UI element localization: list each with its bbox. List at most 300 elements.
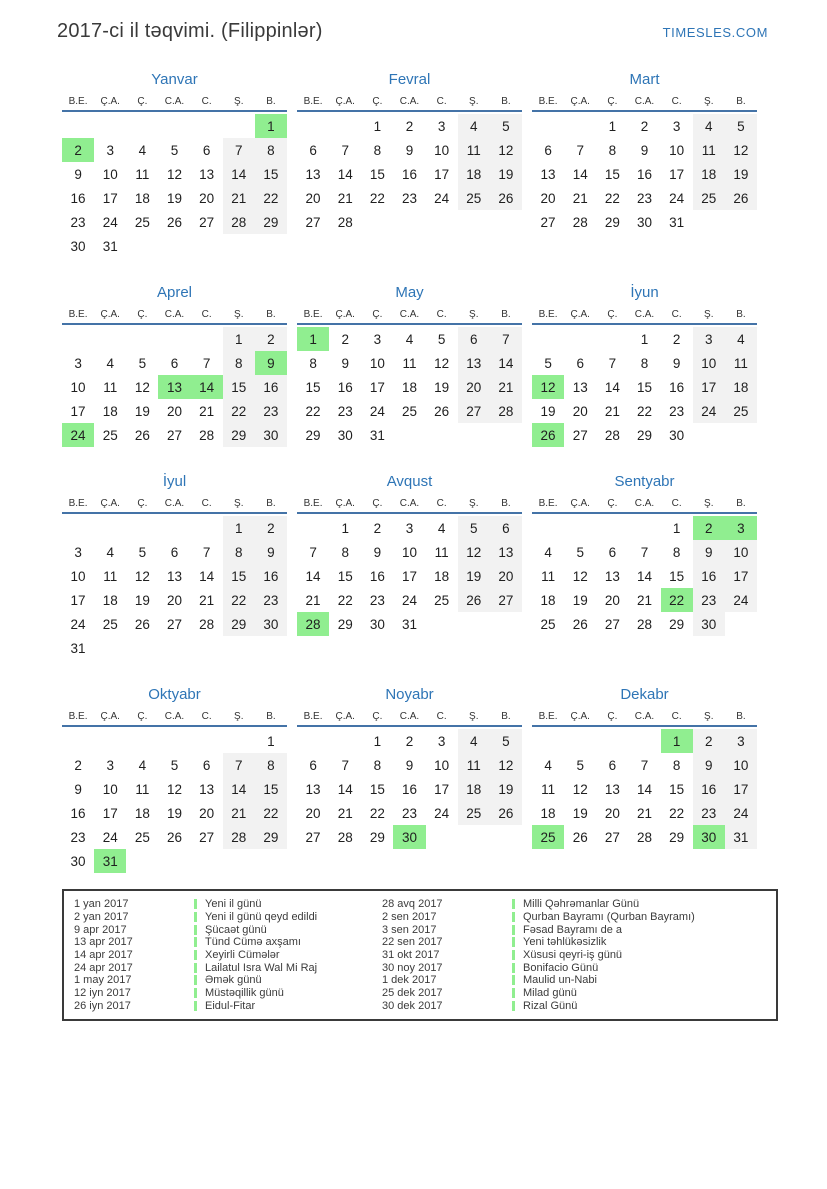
day-cell: 19 xyxy=(540,403,556,419)
legend-holiday-name: Müstəqillik günü xyxy=(194,987,382,1000)
weekday-label: Ç. xyxy=(137,498,148,509)
day-cell: 17 xyxy=(725,777,757,801)
day-cell: 10 xyxy=(70,379,86,395)
empty-cell xyxy=(62,327,94,351)
month-block xyxy=(532,686,757,849)
day-cell: 23 xyxy=(337,403,353,419)
day-cell: 13 xyxy=(604,781,620,797)
empty-cell xyxy=(191,849,223,873)
month-grid xyxy=(62,729,287,873)
month-block xyxy=(297,686,522,849)
day-cell: 17 xyxy=(102,805,118,821)
weekday-label: Ç. xyxy=(372,309,383,320)
empty-cell xyxy=(223,636,255,660)
empty-cell xyxy=(126,849,158,873)
day-cell: 23 xyxy=(255,399,287,423)
day-cell: 31 xyxy=(70,640,86,656)
day-cell: 4 xyxy=(405,331,414,347)
weekday-label: C.A. xyxy=(164,96,185,107)
day-cell: 26 xyxy=(532,423,564,447)
day-cell: 20 xyxy=(604,592,620,608)
day-cell: 10 xyxy=(693,351,725,375)
day-cell: 29 xyxy=(669,616,685,632)
weekday-header-row xyxy=(297,96,522,112)
legend-holiday-name: Fəsad Bayramı de a xyxy=(512,923,776,936)
weekday-label: Ş. xyxy=(469,498,479,509)
day-cell: 22 xyxy=(669,805,685,821)
day-cell: 14 xyxy=(191,375,223,399)
day-cell: 20 xyxy=(199,190,215,206)
holiday-tick-icon xyxy=(194,988,197,998)
empty-cell xyxy=(191,636,223,660)
day-cell: 27 xyxy=(604,616,620,632)
page xyxy=(0,20,827,1189)
day-cell: 27 xyxy=(166,427,182,443)
weekday-header-row xyxy=(532,309,757,325)
day-cell: 20 xyxy=(305,805,321,821)
empty-cell xyxy=(223,729,255,753)
empty-cell xyxy=(393,423,425,447)
day-cell: 22 xyxy=(305,403,321,419)
day-cell: 27 xyxy=(604,829,620,845)
holiday-tick-icon xyxy=(194,950,197,960)
empty-cell xyxy=(426,423,458,447)
day-cell: 10 xyxy=(70,568,86,584)
legend-date: 1 dek 2017 xyxy=(382,974,437,987)
day-cell: 21 xyxy=(636,592,652,608)
day-cell: 25 xyxy=(458,801,490,825)
weekday-label: B.E. xyxy=(303,309,323,320)
empty-cell xyxy=(596,327,628,351)
month-block xyxy=(532,71,757,234)
weekday-label: Ç.A. xyxy=(100,309,120,320)
day-cell: 27 xyxy=(199,829,215,845)
day-cell: 29 xyxy=(255,210,287,234)
weekday-label: B.E. xyxy=(538,498,558,509)
day-cell: 21 xyxy=(572,190,588,206)
holiday-tick-icon xyxy=(194,937,197,947)
empty-cell xyxy=(126,327,158,351)
empty-cell xyxy=(223,114,255,138)
day-cell: 10 xyxy=(369,355,385,371)
day-cell: 9 xyxy=(255,540,287,564)
empty-cell xyxy=(329,114,361,138)
holiday-tick-icon xyxy=(512,988,515,998)
day-cell: 3 xyxy=(74,544,82,560)
day-cell: 1 xyxy=(297,327,329,351)
day-cell: 24 xyxy=(62,423,94,447)
weekday-label: B.E. xyxy=(538,309,558,320)
day-cell: 6 xyxy=(608,544,617,560)
day-cell: 2 xyxy=(255,516,287,540)
day-cell: 5 xyxy=(138,355,147,371)
empty-cell xyxy=(191,327,223,351)
day-cell: 4 xyxy=(437,520,446,536)
day-cell: 9 xyxy=(255,351,287,375)
legend-date: 1 may 2017 xyxy=(74,974,132,987)
day-cell: 2 xyxy=(672,331,681,347)
weekday-label: C. xyxy=(436,711,447,722)
weekday-label: B.E. xyxy=(303,711,323,722)
weekday-label: C.A. xyxy=(164,711,185,722)
weekday-label: Ç. xyxy=(137,309,148,320)
weekday-label: Ç. xyxy=(137,96,148,107)
empty-cell xyxy=(223,849,255,873)
day-cell: 7 xyxy=(309,544,317,560)
day-cell: 20 xyxy=(199,805,215,821)
empty-cell xyxy=(158,114,190,138)
month-block xyxy=(532,473,757,636)
day-cell: 13 xyxy=(572,379,588,395)
holiday-legend-table xyxy=(74,898,776,1012)
month-grid xyxy=(297,114,522,234)
empty-cell xyxy=(255,849,287,873)
day-cell: 24 xyxy=(669,190,685,206)
day-cell: 26 xyxy=(490,186,522,210)
day-cell: 30 xyxy=(636,214,652,230)
day-cell: 6 xyxy=(608,757,617,773)
day-cell: 29 xyxy=(223,612,255,636)
day-cell: 23 xyxy=(70,214,86,230)
day-cell: 26 xyxy=(434,403,450,419)
day-cell: 30 xyxy=(693,612,725,636)
day-cell: 8 xyxy=(223,351,255,375)
day-cell: 30 xyxy=(337,427,353,443)
day-cell: 30 xyxy=(693,825,725,849)
day-cell: 29 xyxy=(669,829,685,845)
day-cell: 14 xyxy=(305,568,321,584)
day-cell: 19 xyxy=(572,592,588,608)
day-cell: 13 xyxy=(540,166,556,182)
legend-date: 26 iyn 2017 xyxy=(74,999,131,1012)
day-cell: 17 xyxy=(725,564,757,588)
day-cell: 7 xyxy=(640,757,649,773)
weekday-label: B.E. xyxy=(303,96,323,107)
empty-cell xyxy=(329,729,361,753)
empty-cell xyxy=(532,516,564,540)
legend-date: 30 dek 2017 xyxy=(382,999,443,1012)
weekday-label: Ç.A. xyxy=(100,498,120,509)
day-cell: 4 xyxy=(106,544,114,560)
day-cell: 31 xyxy=(669,214,685,230)
empty-cell xyxy=(94,636,126,660)
day-cell: 15 xyxy=(223,564,255,588)
weekday-header-row xyxy=(297,498,522,514)
weekday-label: B. xyxy=(736,711,746,722)
month-block xyxy=(297,71,522,234)
weekday-label: Ş. xyxy=(469,96,479,107)
day-cell: 20 xyxy=(604,805,620,821)
month-title: İyun xyxy=(630,284,659,301)
month-title: İyul xyxy=(162,473,187,490)
legend-holiday-name: Rizal Günü xyxy=(512,1000,776,1013)
day-cell: 15 xyxy=(669,568,685,584)
day-cell: 19 xyxy=(725,162,757,186)
day-cell: 18 xyxy=(458,777,490,801)
weekday-label: Ç.A. xyxy=(335,309,355,320)
day-cell: 28 xyxy=(636,829,652,845)
day-cell: 12 xyxy=(532,375,564,399)
day-cell: 13 xyxy=(305,166,321,182)
day-cell: 9 xyxy=(693,753,725,777)
day-cell: 18 xyxy=(540,592,556,608)
holiday-tick-icon xyxy=(194,963,197,973)
day-cell: 16 xyxy=(255,564,287,588)
empty-cell xyxy=(62,516,94,540)
day-cell: 11 xyxy=(541,781,556,797)
day-cell: 15 xyxy=(223,375,255,399)
day-cell: 28 xyxy=(337,829,353,845)
empty-cell xyxy=(126,114,158,138)
holiday-tick-icon xyxy=(512,912,515,922)
day-cell: 17 xyxy=(102,190,118,206)
day-cell: 16 xyxy=(693,777,725,801)
day-cell: 19 xyxy=(134,592,150,608)
day-cell: 22 xyxy=(255,801,287,825)
empty-cell xyxy=(158,327,190,351)
empty-cell xyxy=(62,114,94,138)
weekday-label: B. xyxy=(266,498,276,509)
day-cell: 26 xyxy=(166,214,182,230)
day-cell: 3 xyxy=(725,729,757,753)
weekday-label: B. xyxy=(736,96,746,107)
legend-date: 31 okt 2017 xyxy=(382,949,440,962)
day-cell: 22 xyxy=(661,588,693,612)
day-cell: 4 xyxy=(138,757,147,773)
day-cell: 18 xyxy=(540,805,556,821)
day-cell: 2 xyxy=(255,327,287,351)
legend-date: 3 sen 2017 xyxy=(382,923,437,936)
day-cell: 13 xyxy=(199,781,215,797)
day-cell: 22 xyxy=(636,403,652,419)
weekday-label: Ç. xyxy=(137,711,148,722)
legend-date: 22 sen 2017 xyxy=(382,936,443,949)
month-grid xyxy=(62,516,287,660)
day-cell: 23 xyxy=(369,592,385,608)
day-cell: 15 xyxy=(255,162,287,186)
day-cell: 17 xyxy=(70,403,86,419)
day-cell: 5 xyxy=(138,544,147,560)
day-cell: 11 xyxy=(103,568,118,584)
day-cell: 19 xyxy=(166,190,182,206)
day-cell: 2 xyxy=(640,118,649,134)
day-cell: 11 xyxy=(693,138,725,162)
page-title: 2017-ci il təqvimi. (Filippinlər) xyxy=(57,20,323,42)
day-cell: 28 xyxy=(636,616,652,632)
day-cell: 15 xyxy=(369,781,385,797)
day-cell: 23 xyxy=(669,403,685,419)
day-cell: 10 xyxy=(102,166,118,182)
legend-holiday-name: Maulid un-Nabi xyxy=(512,974,776,987)
day-cell: 11 xyxy=(135,166,150,182)
weekday-label: B.E. xyxy=(68,96,88,107)
brand-link[interactable]: TIMESLES.COM xyxy=(662,25,768,40)
day-cell: 1 xyxy=(223,327,255,351)
month-block xyxy=(297,473,522,636)
legend-date: 2 yan 2017 xyxy=(74,911,129,924)
day-cell: 15 xyxy=(305,379,321,395)
day-cell: 6 xyxy=(544,142,552,158)
day-cell: 23 xyxy=(70,829,86,845)
day-cell: 19 xyxy=(166,805,182,821)
day-cell: 3 xyxy=(74,355,82,371)
day-cell: 27 xyxy=(572,427,588,443)
day-cell: 3 xyxy=(672,118,681,134)
day-cell: 13 xyxy=(305,781,321,797)
weekday-label: C.A. xyxy=(634,498,655,509)
day-cell: 19 xyxy=(490,777,522,801)
day-cell: 6 xyxy=(309,757,317,773)
day-cell: 30 xyxy=(70,853,86,869)
empty-cell xyxy=(725,210,757,234)
month-grid xyxy=(532,114,757,234)
day-cell: 14 xyxy=(636,568,652,584)
day-cell: 1 xyxy=(661,729,693,753)
empty-cell xyxy=(426,612,458,636)
day-cell: 5 xyxy=(576,757,584,773)
month-title: Mart xyxy=(629,71,660,88)
empty-cell xyxy=(126,234,158,258)
weekday-label: Ç. xyxy=(372,711,383,722)
day-cell: 20 xyxy=(458,375,490,399)
day-cell: 26 xyxy=(458,588,490,612)
empty-cell xyxy=(564,516,596,540)
day-cell: 16 xyxy=(401,781,417,797)
day-cell: 28 xyxy=(490,399,522,423)
empty-cell xyxy=(490,423,522,447)
weekday-label: Ş. xyxy=(234,711,244,722)
day-cell: 12 xyxy=(166,166,182,182)
legend-holiday-name: Milad günü xyxy=(512,987,776,1000)
month-block xyxy=(62,284,287,447)
day-cell: 23 xyxy=(255,588,287,612)
day-cell: 18 xyxy=(102,592,118,608)
weekday-label: Ş. xyxy=(469,711,479,722)
day-cell: 20 xyxy=(305,190,321,206)
day-cell: 18 xyxy=(725,375,757,399)
legend-date: 28 avq 2017 xyxy=(382,898,443,911)
empty-cell xyxy=(725,612,757,636)
weekday-label: C. xyxy=(436,498,447,509)
day-cell: 30 xyxy=(255,612,287,636)
day-cell: 30 xyxy=(669,427,685,443)
day-cell: 19 xyxy=(134,403,150,419)
day-cell: 7 xyxy=(608,355,617,371)
day-cell: 16 xyxy=(401,166,417,182)
legend-holiday-name: Qurban Bayramı (Qurban Bayramı) xyxy=(512,911,776,924)
weekday-label: C.A. xyxy=(634,711,655,722)
day-cell: 14 xyxy=(337,166,353,182)
day-cell: 26 xyxy=(166,829,182,845)
weekday-header-row xyxy=(297,309,522,325)
day-cell: 26 xyxy=(490,801,522,825)
day-cell: 17 xyxy=(434,166,450,182)
day-cell: 16 xyxy=(636,166,652,182)
empty-cell xyxy=(297,114,329,138)
day-cell: 28 xyxy=(223,825,255,849)
empty-cell xyxy=(255,234,287,258)
month-title: May xyxy=(395,284,424,301)
weekday-label: C.A. xyxy=(164,309,185,320)
day-cell: 14 xyxy=(572,166,588,182)
weekday-label: B. xyxy=(266,309,276,320)
day-cell: 5 xyxy=(544,355,552,371)
day-cell: 28 xyxy=(572,214,588,230)
weekday-label: B. xyxy=(501,309,511,320)
day-cell: 29 xyxy=(223,423,255,447)
day-cell: 16 xyxy=(337,379,353,395)
day-cell: 28 xyxy=(604,427,620,443)
empty-cell xyxy=(297,516,329,540)
day-cell: 7 xyxy=(223,753,255,777)
day-cell: 2 xyxy=(693,729,725,753)
month-title: Avqust xyxy=(386,473,433,490)
weekday-header-row xyxy=(62,309,287,325)
day-cell: 12 xyxy=(490,753,522,777)
weekday-label: B. xyxy=(266,96,276,107)
holiday-tick-icon xyxy=(512,963,515,973)
day-cell: 25 xyxy=(134,829,150,845)
day-cell: 9 xyxy=(405,757,414,773)
day-cell: 21 xyxy=(199,403,215,419)
weekday-label: Ç.A. xyxy=(335,96,355,107)
day-cell: 26 xyxy=(134,427,150,443)
day-cell: 12 xyxy=(725,138,757,162)
day-cell: 11 xyxy=(541,568,556,584)
empty-cell xyxy=(158,849,190,873)
empty-cell xyxy=(458,210,490,234)
day-cell: 17 xyxy=(369,379,385,395)
weekday-label: B. xyxy=(501,96,511,107)
month-title: Fevral xyxy=(388,71,431,88)
month-block xyxy=(62,686,287,873)
day-cell: 30 xyxy=(369,616,385,632)
day-cell: 22 xyxy=(604,190,620,206)
day-cell: 3 xyxy=(106,757,114,773)
weekday-label: B. xyxy=(501,498,511,509)
weekday-label: Ş. xyxy=(234,96,244,107)
day-cell: 13 xyxy=(158,375,190,399)
holiday-tick-icon xyxy=(512,899,515,909)
day-cell: 17 xyxy=(70,592,86,608)
weekday-label: Ç.A. xyxy=(100,96,120,107)
empty-cell xyxy=(126,636,158,660)
day-cell: 22 xyxy=(255,186,287,210)
weekday-header-row xyxy=(297,711,522,727)
day-cell: 5 xyxy=(490,114,522,138)
day-cell: 10 xyxy=(725,753,757,777)
weekday-label: Ş. xyxy=(469,309,479,320)
day-cell: 26 xyxy=(572,829,588,845)
day-cell: 13 xyxy=(166,568,182,584)
empty-cell xyxy=(693,423,725,447)
day-cell: 11 xyxy=(458,753,490,777)
day-cell: 8 xyxy=(223,540,255,564)
day-cell: 25 xyxy=(693,186,725,210)
day-cell: 6 xyxy=(309,142,317,158)
empty-cell xyxy=(564,327,596,351)
weekday-label: C. xyxy=(201,498,212,509)
day-cell: 30 xyxy=(70,238,86,254)
day-cell: 16 xyxy=(255,375,287,399)
day-cell: 2 xyxy=(373,520,382,536)
legend-holiday-name: Tünd Cümə axşamı xyxy=(194,936,382,949)
day-cell: 1 xyxy=(373,733,382,749)
month-block xyxy=(532,284,757,447)
day-cell: 8 xyxy=(608,142,617,158)
day-cell: 1 xyxy=(640,331,649,347)
day-cell: 8 xyxy=(373,757,382,773)
